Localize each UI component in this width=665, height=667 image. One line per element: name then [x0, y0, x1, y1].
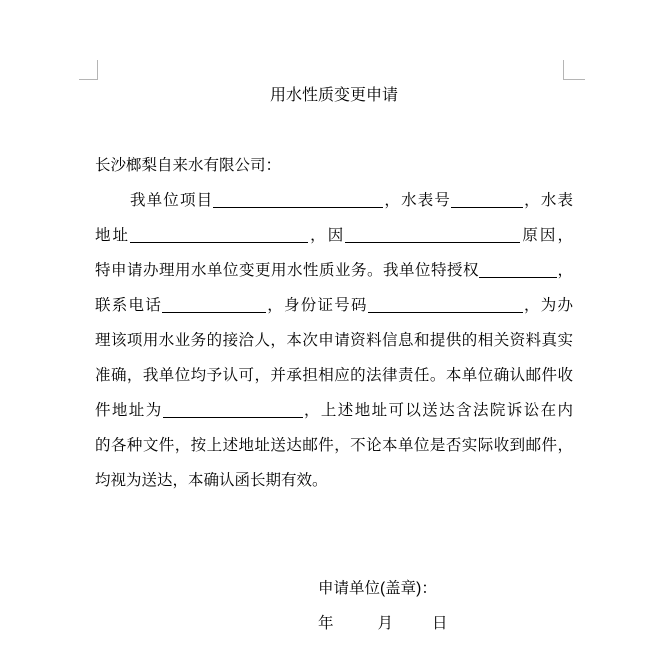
- text-run: ，上述地址可以送达含法院诉讼在内: [302, 402, 573, 419]
- blank-underline: [451, 205, 523, 208]
- month-label: 月: [377, 615, 394, 632]
- year-label: 年: [318, 615, 334, 632]
- signature-block: [318, 571, 448, 641]
- text-run: 地址: [95, 227, 131, 244]
- date-line: [318, 606, 448, 641]
- text-run: ，为办: [522, 297, 573, 314]
- margin-crop-mark-top-left: [79, 60, 98, 80]
- body-line: [95, 463, 573, 498]
- text-run: 我单位项目: [130, 192, 214, 209]
- text-run: 原因，: [520, 227, 573, 244]
- text-run: 均视为送达，本确认函长期有效。: [95, 472, 328, 489]
- body-line: [95, 323, 573, 358]
- blank-underline: [368, 310, 523, 313]
- text-run: 理该项用水业务的接洽人，本次申请资料信息和提供的相关资料真实: [95, 332, 573, 349]
- document-title: 用水性质变更申请: [269, 87, 398, 104]
- body-line: [95, 218, 573, 253]
- text-run: 联系电话: [95, 297, 162, 314]
- applicant-unit-label: 申请单位(盖章)：: [318, 580, 437, 597]
- text-run: ，身份证号码: [266, 297, 368, 314]
- text-run: 件地址为: [95, 402, 163, 419]
- blank-underline: [162, 310, 266, 313]
- text-run: 准确，我单位均予认可，并承担相应的法律责任。本单位确认邮件收: [95, 367, 573, 384]
- blank-underline: [213, 205, 383, 208]
- body-line: [95, 358, 573, 393]
- salutation-line: 长沙榔梨自来水有限公司：: [95, 157, 282, 174]
- text-run: ，水表: [523, 192, 573, 209]
- margin-crop-mark-top-right: [563, 60, 585, 80]
- body-line: [95, 393, 573, 428]
- text-run: 的各种文件，按上述地址送达邮件，不论本单位是否实际收到邮件，: [95, 437, 573, 454]
- body-line: [95, 183, 573, 218]
- text-run: 特申请办理用水单位变更用水性质业务。我单位特授权: [95, 262, 479, 279]
- body-line: [95, 253, 573, 288]
- document-body: [95, 183, 573, 498]
- blank-underline: [163, 415, 303, 418]
- blank-underline: [345, 240, 520, 243]
- text-run: ，因: [308, 227, 346, 244]
- body-line: [95, 288, 573, 323]
- text-run: ，: [556, 262, 573, 279]
- text-run: ，水表号: [383, 192, 452, 209]
- blank-underline: [130, 240, 308, 243]
- body-line: [95, 428, 573, 463]
- document-body-container: [95, 148, 573, 498]
- day-label: 日: [432, 615, 448, 632]
- blank-underline: [479, 275, 557, 278]
